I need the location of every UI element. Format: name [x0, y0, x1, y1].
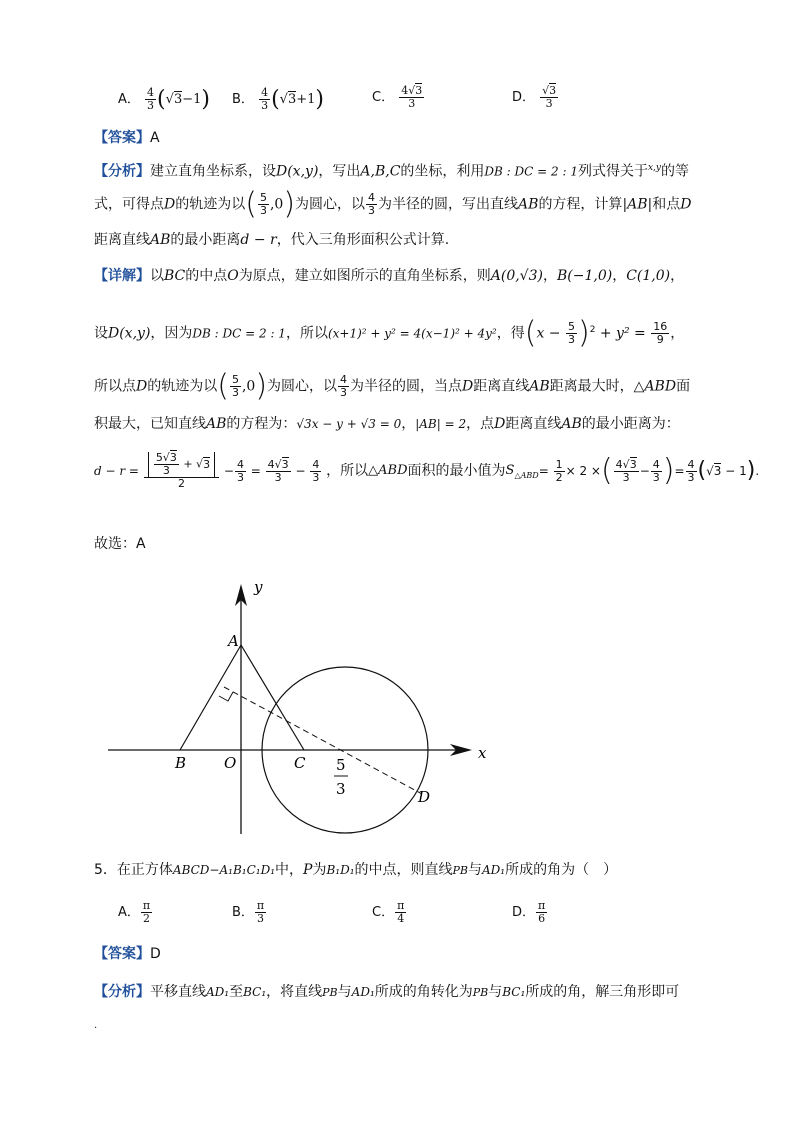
detail-1-line-4: 积最大，已知直线AB的方程为：√3x − y + √3 = 0，|AB| = 2，点D距离直线AB的最小距离为：: [94, 416, 680, 432]
point-o-label: O: [224, 754, 237, 772]
right-angle-mark: [219, 692, 233, 701]
x-axis-label: x: [478, 744, 487, 762]
q5-option-c: C． $\frac{\pi}{4}$: [372, 899, 405, 925]
point-d-label: D: [418, 788, 431, 806]
q4-option-b: B． $\frac{4}{3}$ (√3+1): [232, 86, 324, 112]
q5-option-d: D． $\frac{\pi}{6}$: [512, 899, 546, 925]
point-a-label: A: [228, 632, 239, 650]
point-b-label: B: [175, 754, 187, 772]
answer-2: 【答案】D: [94, 946, 161, 962]
q4-option-d: D． $\frac{√3}{3}$: [512, 84, 557, 110]
q4-option-c: C． $\frac{4√3}{3}$: [372, 84, 423, 110]
answer-1: 【答案】A: [94, 130, 160, 146]
question-5: 5．在正方体ABCD−A₁B₁C₁D₁中，P为B₁D₁的中点，则直线PB与AD₁所成的角为（ ）: [94, 862, 618, 878]
geometry-diagram: [100, 572, 500, 842]
detail-1-line-3: 所以点D的轨迹为以( $\frac{5}{3}$ ,0)为圆心，以 $\frac{4}{3}$ 为半径的圆，当点D距离直线AB距离最大时，△ABD面: [94, 368, 691, 404]
analysis-1-line-2: 式，可得点D的轨迹为以( $\frac{5}{3}$ ,0)为圆心，以 $\frac{4}{3}$ 为半径的圆，写出直线AB的方程，计算|AB|和点D: [94, 186, 692, 222]
analysis-2: 【分析】平移直线AD₁至BC₁，将直线PB与AD₁所成的角转化为PB与BC₁所成的角，解三角形即可: [94, 984, 680, 1000]
tick-denominator: 3: [336, 780, 346, 798]
detail-1-line-1: 【详解】以BC的中点O为原点，建立如图所示的直角坐标系，则A(0,√3)，B(−1,0)，C(1,0)，: [94, 268, 685, 284]
q4-option-a: A． $\frac{4}{3}$ (√3−1): [118, 86, 210, 112]
detail-1-line-2: 设D(x,y)，因为DB : DC = 2 : 1，所以(x+1)² + y² = 4(x−1)² + 4y²，得(x − $\frac{5}{3}$ )$^2$ + y² = $\frac{16}{9}$ ，: [94, 315, 685, 351]
q5-option-a: A． $\frac{\pi}{2}$: [118, 899, 151, 925]
detail-1-line-5: d − r = $\frac{5√3}{3}$ + √3 2 − $\frac{4}{3}$ = $\frac{4√3}{3}$ − $\frac{4}{3}$ ，所以△ABD面积的最小值为$S_{\triangle ABD}=$ $\frac{1}{2}$ × 2 ×( $\frac{4√3}{3}$ − $\frac{4}{3}$ )= $\frac{4}{3}$ (√3 − 1).: [94, 451, 760, 490]
q5-option-b: B． $\frac{\pi}{3}$: [232, 899, 265, 925]
analysis-1-line-1: 【分析】建立直角坐标系，设D(x,y)，写出A,B,C的坐标，利用DB : DC = 2 : 1列式得关于$^{x,y}$的等: [94, 163, 689, 180]
triangle-abc: [180, 645, 304, 750]
q4-a-fraction: $\frac{4}{3}$: [147, 86, 155, 112]
point-c-label: C: [294, 754, 306, 772]
y-axis-label: y: [254, 578, 263, 596]
footer-dot: .: [94, 1020, 98, 1031]
tick-numerator: 5: [336, 756, 346, 774]
perpendicular-dashed-line: [224, 687, 422, 794]
analysis-1-line-3: 距离直线AB的最小距离d − r，代入三角形面积公式计算.: [94, 232, 450, 248]
choose-answer: 故选：A: [94, 536, 146, 552]
